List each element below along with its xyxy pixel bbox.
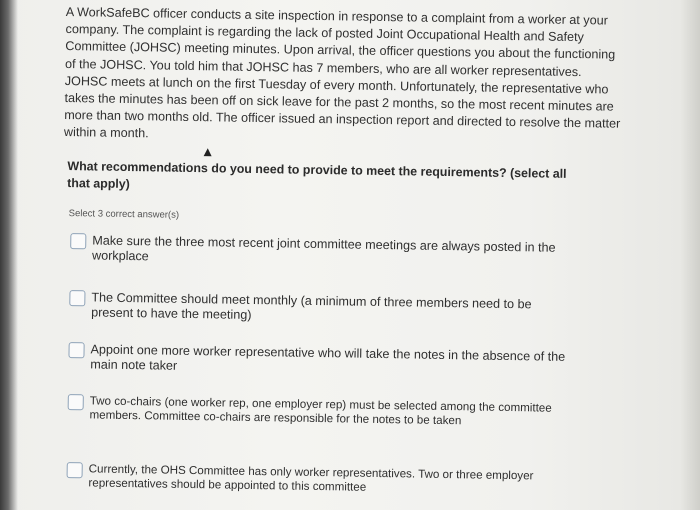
answer-option-5[interactable] — [66, 462, 617, 510]
option-label-2: The Committee should meet monthly (a minimum of three members need to be present to have the meeting) — [91, 290, 532, 323]
checkbox-option-1[interactable] — [70, 233, 86, 249]
option-label-5: Currently, the OHS Committee has only worker representatives. Two or three employer representatives should be appointed to this committee — [88, 462, 534, 494]
quiz-question-panel — [58, 4, 624, 510]
checkbox-option-3[interactable] — [68, 342, 84, 358]
checkbox-option-4[interactable] — [68, 394, 84, 410]
monitor-bezel-shadow — [0, 0, 18, 510]
option-label-1: Make sure the three most recent joint committee meetings are always posted in the workplace — [91, 233, 556, 264]
scenario-text: A WorkSafeBC officer conducts a site inspection in response to a complaint from a worker at your company. The complaint is regarding the lack of posted Joint Occupational Health and Safety Committee (JOHSC) meeting minutes. Upon arrival, the officer questions you about the functioning of the JOHSC. You told him that JOHSC has 7 members, who are all worker representatives. JOHSC meets at lunch on the first Tuesday of every month. Unfortunately, the representative who takes the minutes has been off on sick leave for the past 2 months, so the most recent minutes are more than two months old. The officer issued an inspection report and directed to resolve the matter within a month. — [63, 4, 621, 141]
checkbox-option-5[interactable] — [67, 462, 83, 478]
screen-edge-glare — [680, 0, 700, 510]
question-prompt: What recommendations do you need to provide to meet the requirements? (select all that apply) — [67, 158, 567, 191]
answer-option-1[interactable] — [70, 233, 621, 299]
checkbox-option-2[interactable] — [69, 290, 85, 306]
option-label-3: Appoint one more worker representative who will take the notes in the absence of the main note taker — [90, 342, 566, 373]
mouse-cursor-icon — [204, 148, 212, 156]
answer-options-list — [58, 233, 620, 510]
option-label-4: Two co-chairs (one worker rep, one employer rep) must be selected among the committee members. Committee co-chairs are responsible for the notes to be taken — [89, 394, 552, 428]
answer-option-4[interactable] — [67, 394, 618, 471]
answer-option-3[interactable] — [68, 342, 619, 403]
answer-option-2[interactable] — [69, 290, 620, 351]
answer-count-instruction: Select 3 correct answer(s) — [68, 207, 180, 221]
